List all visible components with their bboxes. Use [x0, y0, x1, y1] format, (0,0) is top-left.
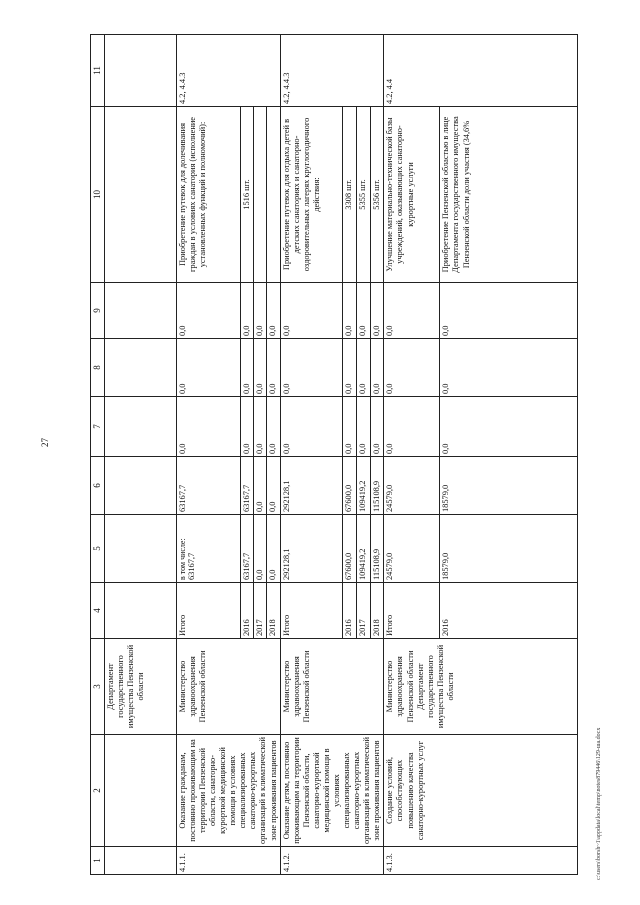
header-cell-11: 11 [91, 35, 105, 107]
header-cell-10: 10 [91, 107, 105, 283]
row-id: 4.1.1. [176, 847, 280, 875]
year-row: 2018 115108,9 115108,9 0,0 0,0 0,0 5356 шт. [370, 35, 384, 875]
subtotal-note: в том числе: [177, 538, 187, 580]
table-row: 4.1.3. Создание условий, способствующих повышению качества санаторно-курортных услуг Министерство здравоохранения Пензенской области Департамент государственного имущества Пензенской области Итого 24579,0 24579,0 0,0 0,0 0,0 Улучшение материально-технической базы учреждений, оказывающих санаторно-курортные услуги 4.2, 4.4 [384, 35, 440, 875]
row-result: Приобретение путевок для отдыха детей в детских санаториях и санаторно-оздоровительных лагерях круглогодичного действия: [280, 107, 343, 283]
total-label: Итого [280, 583, 343, 639]
row-indicators: 4.2, 4.4.3 [280, 35, 384, 107]
continuation-department: Департамент государственного имущества Пензенской области [104, 639, 176, 735]
row-id: 4.1.2. [280, 847, 384, 875]
header-cell-9: 9 [91, 283, 105, 339]
year-row: 2017 0,0 0,0 0,0 0,0 0,0 [254, 35, 267, 875]
header-row [91, 35, 105, 875]
header-cell-1: 1 [91, 847, 105, 875]
total-label: Итого [176, 583, 240, 639]
table-row: 4.1.1. Оказание гражданам, постоянно проживающим на территории Пензенской области, санаторно-курортной медицинской помощи в условиях специализированных санаторно-курортных организаций в климатической зоне проживания пациентов Министерство здравоохранения Пензенской области Итого в том числе: 63167,7 63167,7 0,0 0,0 0,0 Приобретение путевок для долечивания граждан в условиях санатория (исполнение установленных функций и полномочий): 4.2, 4.4.3 [176, 35, 240, 875]
header-cell-2: 2 [91, 735, 105, 847]
row-executor: Министерство здравоохранения Пензенской области [176, 639, 280, 735]
header-cell-5: 5 [91, 515, 105, 583]
continuation-row [104, 35, 176, 875]
row-id: 4.1.3. [384, 847, 578, 875]
row-name: Оказание детям, постоянно проживающим на территории Пензенской области, санаторно-курортной медицинской помощи в условиях специализированных санаторно-курортных организаций в климатической зоне проживания пациентов [280, 735, 384, 847]
rotated-table-wrapper [90, 35, 578, 875]
year-row: 2016 67600,0 67600,0 0,0 0,0 0,0 3308 шт. [343, 35, 357, 875]
row-executor: Министерство здравоохранения Пензенской области Департамент государственного имущества Пензенской области [384, 639, 578, 735]
table-row: 4.1.2. Оказание детям, постоянно проживающим на территории Пензенской области, санаторно-курортной медицинской помощи в условиях специализированных санаторно-курортных организаций в климатической зоне проживания пациентов Министерство здравоохранения Пензенской области Итого 292128,1 292128,1 0,0 0,0 0,0 Приобретение путевок для отдыха детей в детских санаториях и санаторно-оздоровительных лагерях круглогодичного действия: 4.2, 4.4.3 [280, 35, 343, 875]
row-name: Оказание гражданам, постоянно проживающим на территории Пензенской области, санаторно-курортной медицинской помощи в условиях специализированных санаторно-курортных организаций в климатической зоне проживания пациентов [176, 735, 280, 847]
total-all: в том числе: 63167,7 [176, 515, 240, 583]
header-cell-7: 7 [91, 397, 105, 457]
header-cell-6: 6 [91, 457, 105, 515]
year-row: 2017 109419,2 109419,2 0,0 0,0 0,0 5355 шт. [356, 35, 370, 875]
header-cell-3: 3 [91, 639, 105, 735]
header-cell-8: 8 [91, 339, 105, 397]
row-result-2: Приобретение Пензенской областью в лице Департамента государственного имущества Пензенской области доли участия (34,6% [440, 107, 578, 283]
year-row: 2016 18579,0 18579,0 0,0 0,0 0,0 Приобретение Пензенской областью в лице Департамента государственного имущества Пензенской области доли участия (34,6% [440, 35, 578, 875]
total-label: Итого [384, 583, 440, 639]
row-indicators: 4.2, 4.4.3 [176, 35, 280, 107]
header-cell-4: 4 [91, 583, 105, 639]
program-table [90, 34, 578, 875]
year-row: 2016 63167,7 63167,7 0,0 0,0 0,0 1516 шт. [241, 35, 254, 875]
row-result: Улучшение материально-технической базы учреждений, оказывающих санаторно-курортные услуги [384, 107, 440, 283]
row-name: Создание условий, способствующих повышению качества санаторно-курортных услуг [384, 735, 578, 847]
file-path-footer: c:\users\borsh~1\appdata\local\temp\notes879446\129-ша.docx [596, 727, 602, 880]
row-executor-2: Департамент государственного имущества Пензенской области [415, 644, 455, 729]
row-indicators: 4.2, 4.4 [384, 35, 578, 107]
year-row: 2018 0,0 0,0 0,0 0,0 0,0 [267, 35, 280, 875]
page-number: 27 [40, 438, 50, 447]
row-result: Приобретение путевок для долечивания граждан в условиях санатория (исполнение установленных функций и полномочий): [176, 107, 240, 283]
row-executor: Министерство здравоохранения Пензенской области [280, 639, 384, 735]
